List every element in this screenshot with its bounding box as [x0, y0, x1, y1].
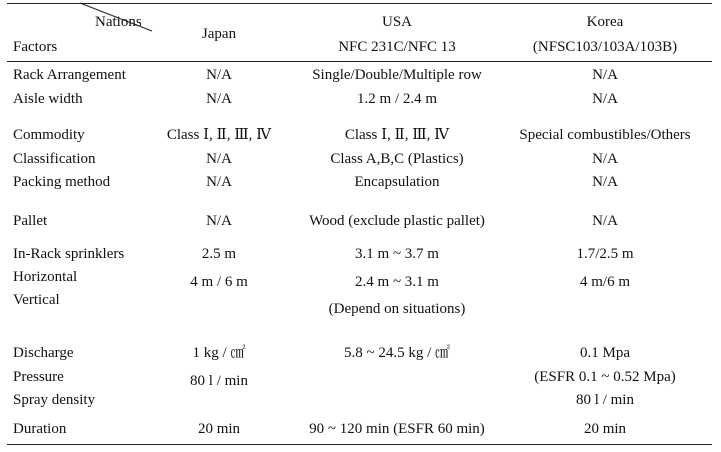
row-label-spray-density: Spray density: [13, 392, 96, 408]
cell-usa-classification: Class A,B,C (Plastics): [330, 151, 464, 167]
cell-japan-commodity: Class Ⅰ, Ⅱ, Ⅲ, Ⅳ: [166, 127, 272, 143]
row-label-commodity: Commodity: [13, 127, 85, 143]
cell-usa-commodity: Class Ⅰ, Ⅱ, Ⅲ, Ⅳ: [344, 127, 450, 143]
cell-korea-pallet: N/A: [592, 213, 618, 229]
row-label-pallet: Pallet: [13, 213, 48, 229]
cell-korea-discharge: 0.1 Mpa: [580, 345, 630, 361]
cell-korea-packing-method: N/A: [592, 174, 618, 190]
row-label-aisle-width: Aisle width: [13, 91, 83, 107]
table-bottom-rule: [7, 444, 712, 445]
cell-usa-horizontal: 2.4 m ~ 3.1 m: [355, 274, 439, 290]
cell-korea-aisle-width: N/A: [592, 91, 618, 107]
header-japan: Japan: [201, 26, 237, 42]
cell-usa-in-rack-sprinklers: 3.1 m ~ 3.7 m: [355, 246, 439, 262]
cell-usa-duration: 90 ~ 120 min (ESFR 60 min): [309, 421, 485, 437]
header-factors-label: Factors: [13, 39, 58, 55]
cell-japan-discharge: 1 kg / ㎠: [192, 345, 246, 361]
cell-korea-horizontal: 4 m/6 m: [579, 274, 631, 290]
cell-japan-aisle-width: N/A: [206, 91, 232, 107]
row-label-classification: Classification: [13, 151, 96, 167]
cell-korea-spray-density: 80 l / min: [576, 392, 634, 408]
cell-korea-pressure: (ESFR 0.1 ~ 0.52 Mpa): [534, 369, 676, 385]
header-usa: USA: [381, 14, 413, 30]
cell-japan-classification: N/A: [206, 151, 232, 167]
cell-usa-discharge: 5.8 ~ 24.5 kg / ㎠: [343, 345, 451, 361]
cell-japan-rack-arrangement: N/A: [206, 67, 232, 83]
cell-korea-rack-arrangement: N/A: [592, 67, 618, 83]
cell-japan-packing-method: N/A: [206, 174, 232, 190]
cell-usa-rack-arrangement: Single/Double/Multiple row: [312, 67, 482, 83]
row-label-packing-method: Packing method: [13, 174, 111, 190]
cell-japan-pressure: 80 l / min: [190, 373, 248, 389]
header-korea: Korea: [586, 14, 624, 30]
header-nations-label: Nations: [95, 14, 142, 30]
cell-usa-pallet: Wood (exclude plastic pallet): [309, 213, 485, 229]
row-label-rack-arrangement: Rack Arrangement: [13, 67, 126, 83]
cell-japan-in-rack-sprinklers: 2.5 m: [201, 246, 237, 262]
row-label-in-rack-sprinklers: In-Rack sprinklers: [13, 246, 125, 262]
cell-japan-duration: 20 min: [197, 421, 241, 437]
cell-korea-duration: 20 min: [583, 421, 627, 437]
cell-korea-commodity: Special combustibles/Others: [519, 127, 691, 143]
cell-japan-pallet: N/A: [206, 213, 232, 229]
cell-japan-horizontal: 4 m / 6 m: [190, 274, 248, 290]
row-label-duration: Duration: [13, 421, 67, 437]
row-label-horizontal: Horizontal: [13, 269, 78, 285]
header-usa-standard: NFC 231C/NFC 13: [338, 39, 456, 55]
cell-korea-classification: N/A: [592, 151, 618, 167]
row-label-pressure: Pressure: [13, 369, 64, 385]
cell-usa-aisle-width: 1.2 m / 2.4 m: [356, 91, 438, 107]
header-korea-standard: (NFSC103/103A/103B): [532, 39, 678, 55]
row-label-discharge: Discharge: [13, 345, 74, 361]
row-label-vertical: Vertical: [13, 292, 60, 308]
cell-korea-in-rack-sprinklers: 1.7/2.5 m: [576, 246, 634, 262]
cell-usa-vertical: (Depend on situations): [328, 301, 466, 317]
cell-usa-packing-method: Encapsulation: [354, 174, 440, 190]
